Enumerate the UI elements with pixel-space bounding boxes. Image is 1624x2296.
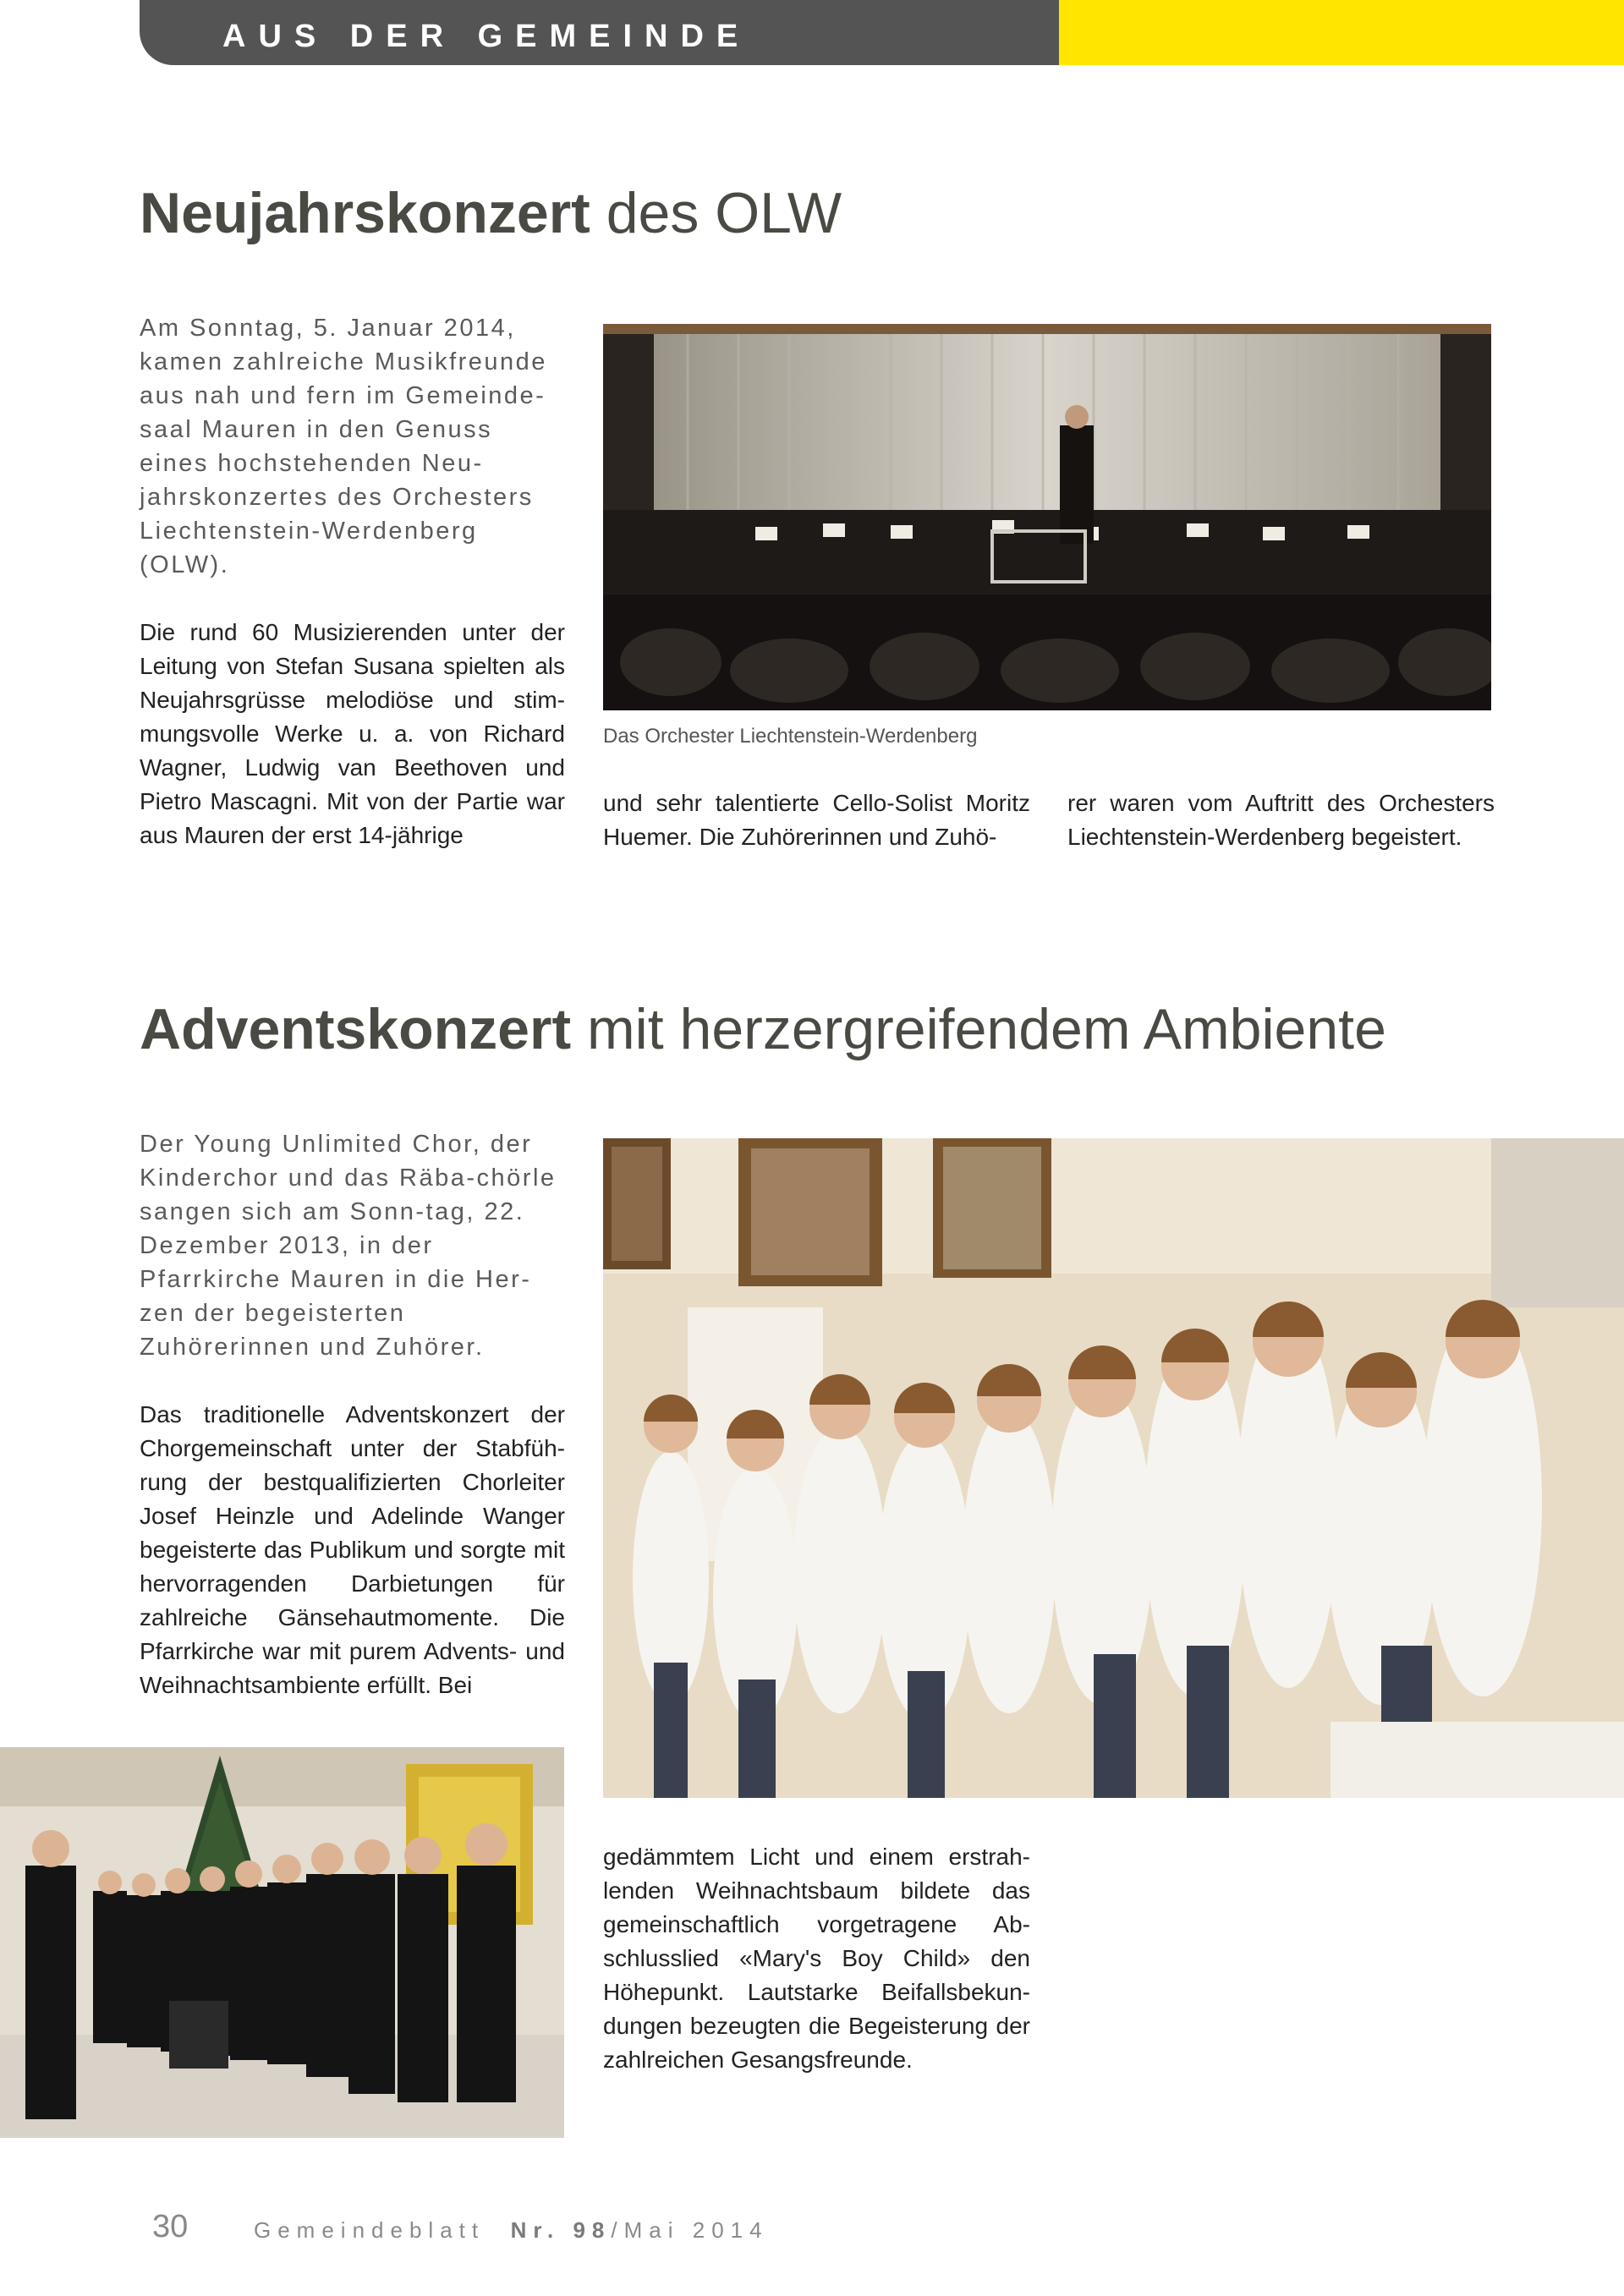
footer-date: Mai 2014 — [623, 2217, 769, 2243]
article1-body-col1: Die rund 60 Musizierenden unter der Leitung von Stefan Susana spielten als Neujahrsgrüsse melodiöse und stim-mungsvolle Werke u. a. von Richard Wagner, Ludwig van Beethoven und Pietro Mascagni. Mit von der Partie war aus Mauren der erst 14-jährige — [140, 619, 565, 848]
article2-title-bold: Adventskonzert — [140, 997, 572, 1061]
article2-lead: Der Young Unlimited Chor, der Kinderchor und das Räba-chörle sangen sich am Sonn-tag, 22. Dezember 2013, in der Pfarrkirche Mauren in die Her-zen der begeisterten Zuhörerinnen und Zuhörer. — [140, 1131, 557, 1361]
article2-body-col1: Das traditionelle Adventskonzert der Chorgemeinschaft unter der Stabfüh-rung der bestqualifizierten Chorleiter Josef Heinzle und Adelinde Wanger begeisterte das Publikum und sorgte mit hervorragenden Darbietungen für zahlreiche Gänsehautmomente. Die Pfarrkirche war mit purem Advents- und Weihnachtsambiente erfüllt. Bei — [140, 1401, 565, 1698]
orchestra-photo-caption: Das Orchester Liechtenstein-Werdenberg — [603, 725, 978, 748]
article2-headline — [140, 997, 1386, 1061]
children-choir-photo — [603, 1138, 1624, 1798]
page-number: 30 — [152, 2209, 189, 2244]
footer-publication: Gemeindeblatt — [254, 2217, 486, 2243]
article2-title-light: mit herzergreifendem Ambiente — [571, 997, 1386, 1061]
article1-col2 — [603, 786, 1030, 854]
adult-choir-photo — [0, 1747, 564, 2138]
orchestra-photo — [603, 324, 1491, 710]
article1-lead: Am Sonntag, 5. Januar 2014, kamen zahlreiche Musikfreunde aus nah und fern im Gemeinde-saal Mauren in den Genuss eines hochstehenden Neu-jahrskonzertes des Orchesters Liechtenstein-Werdenberg (OLW). — [140, 315, 547, 578]
footer-separator: / — [611, 2217, 624, 2243]
footer-publication-line — [254, 2217, 769, 2244]
article2-lead-block — [140, 1127, 567, 1364]
footer-issue: Nr. 98 — [510, 2217, 612, 2243]
section-title: AUS DER GEMEINDE — [222, 19, 751, 54]
article2-col2 — [603, 1840, 1030, 2077]
section-header-accent — [1059, 0, 1624, 65]
article1-body-col2: und sehr talentierte Cello-Solist Moritz Huemer. Die Zuhörerinnen und Zuhö- — [603, 790, 1030, 850]
article1-col3 — [1067, 786, 1495, 854]
article1-headline — [140, 181, 842, 245]
article2-col1 — [140, 1398, 565, 1702]
article1-col1 — [140, 616, 565, 852]
article2-body-col2: gedämmtem Licht und einem erstrah-lenden Weihnachtsbaum bildete das gemeinschaftlich vorgetragene Ab-schlusslied «Mary's Boy Child» den Höhepunkt. Lautstarke Beifallsbekun-dungen bezeugten die Begeisterung der zahlreichen Gesangsfreunde. — [603, 1844, 1030, 2073]
article1-title-light: des OLW — [590, 181, 842, 245]
article1-lead-block — [140, 311, 567, 582]
article1-body-col3: rer waren vom Auftritt des Orchesters Liechtenstein-Werdenberg begeistert. — [1067, 790, 1495, 850]
article1-title-bold: Neujahrskonzert — [140, 181, 590, 245]
